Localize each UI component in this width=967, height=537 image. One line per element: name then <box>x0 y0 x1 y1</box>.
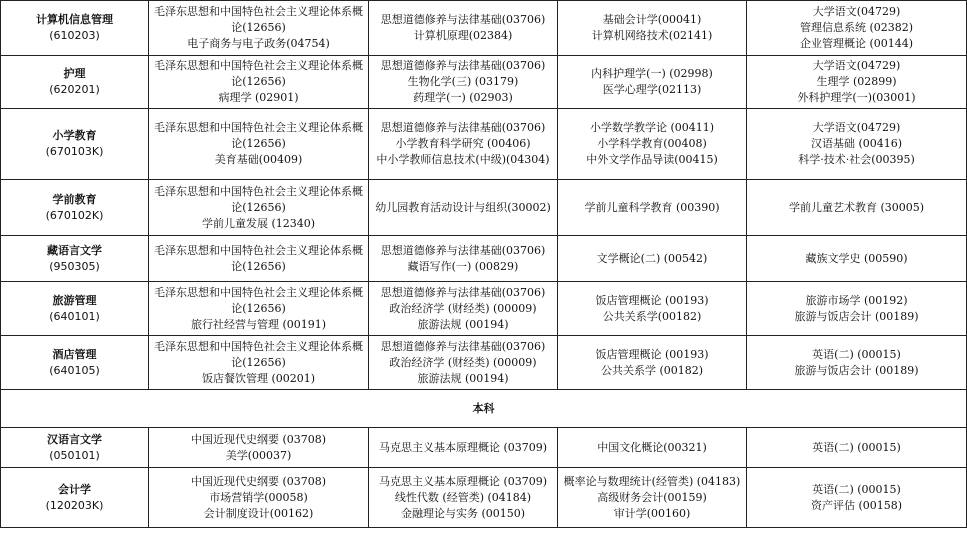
course-name: 毛泽东思想和中国特色社会主义理论体系概论(12656) <box>154 59 363 88</box>
course-name: 中外文学作品导读(00415) <box>586 153 718 166</box>
course-name: 金融理论与实务 (00150) <box>400 506 526 520</box>
course-name: 英语(二) (00015) <box>812 482 901 496</box>
specialist-section <box>1 1 967 390</box>
major-code: (640101) <box>49 309 100 323</box>
course-name: 线性代数 (经管类) (04184) <box>394 490 532 504</box>
course-cell <box>369 180 558 236</box>
course-name: 饭店管理概论 (00193) <box>595 347 709 361</box>
course-name: 英语(二) (00015) <box>812 440 901 454</box>
course-cell <box>369 56 558 109</box>
course-cell <box>558 468 747 528</box>
course-cell <box>149 1 369 56</box>
course-name: 学前儿童艺术教育 (30005) <box>788 200 925 214</box>
table-row <box>1 236 967 282</box>
course-name: 审计学(00160) <box>613 506 691 520</box>
course-cell <box>369 1 558 56</box>
course-name: 计算机网络技术(02141) <box>591 29 713 42</box>
course-name: 马克思主义基本原理概论 (03709) <box>378 474 548 488</box>
course-cell <box>369 236 558 282</box>
course-name: 英语(二) (00015) <box>812 347 901 361</box>
table-row <box>1 56 967 109</box>
undergraduate-section <box>1 390 967 428</box>
course-cell <box>149 468 369 528</box>
major-name: 藏语言文学 <box>47 243 102 257</box>
course-name: 旅游与饭店会计 (00189) <box>794 363 919 377</box>
course-name: 小学教育科学研究 (00406) <box>395 137 531 150</box>
course-cell <box>149 336 369 390</box>
course-name: 思想道德修养与法律基础(03706) <box>380 121 546 134</box>
major-cell <box>1 1 149 56</box>
course-cell <box>369 109 558 180</box>
course-name: 毛泽东思想和中国特色社会主义理论体系概论(12656) <box>154 285 363 315</box>
course-name: 生理学 (02899) <box>816 75 897 88</box>
course-name: 藏族文学史 (00590) <box>805 251 908 265</box>
major-code: (050101) <box>49 448 100 462</box>
course-name: 毛泽东思想和中国特色社会主义理论体系概论(12656) <box>154 184 363 214</box>
course-name: 外科护理学(一)(03001) <box>797 91 916 104</box>
major-name: 计算机信息管理 <box>36 13 113 26</box>
course-name: 思想道德修养与法律基础(03706) <box>380 339 546 353</box>
major-cell <box>1 109 149 180</box>
course-name: 旅游法规 (00194) <box>417 317 509 331</box>
major-name: 学前教育 <box>52 192 97 206</box>
course-cell <box>747 428 967 468</box>
undergraduate-rows <box>1 428 967 528</box>
course-cell <box>149 56 369 109</box>
course-name: 药理学(一) (02903) <box>413 91 513 104</box>
course-cell <box>558 336 747 390</box>
course-cell <box>558 180 747 236</box>
course-name: 学前儿童发展 (12340) <box>201 216 316 230</box>
course-cell <box>558 282 747 336</box>
course-name: 旅游市场学 (00192) <box>805 293 908 307</box>
major-code: (670102K) <box>45 208 104 222</box>
course-name: 企业管理概论 (00144) <box>799 37 914 50</box>
course-name: 马克思主义基本原理概论 (03709) <box>378 440 548 454</box>
major-code: (120203K) <box>45 498 104 512</box>
course-name: 思想道德修养与法律基础(03706) <box>380 59 546 72</box>
course-cell <box>558 428 747 468</box>
course-name: 会计制度设计(00162) <box>203 506 314 520</box>
course-name: 汉语基础 (00416) <box>810 137 903 150</box>
table-row <box>1 336 967 390</box>
course-name: 病理学 (02901) <box>218 91 299 104</box>
course-name: 中国近现代史纲要 (03708) <box>190 432 327 446</box>
course-name: 思想道德修养与法律基础(03706) <box>380 243 546 257</box>
major-name: 汉语言文学 <box>47 432 102 446</box>
course-name: 计算机原理(02384) <box>413 29 513 42</box>
course-name: 电子商务与电子政务(04754) <box>187 37 330 50</box>
major-cell <box>1 282 149 336</box>
section-header-row <box>1 390 967 428</box>
course-cell <box>149 109 369 180</box>
course-cell <box>149 282 369 336</box>
course-name: 公共关系学(00182) <box>602 309 702 323</box>
course-name: 大学语文(04729) <box>812 5 901 18</box>
course-name: 基础会计学(00041) <box>602 13 702 26</box>
course-cell <box>747 468 967 528</box>
major-name: 会计学 <box>58 482 91 496</box>
table-row <box>1 109 967 180</box>
course-name: 内科护理学(一) (02998) <box>591 67 713 80</box>
major-cell <box>1 428 149 468</box>
course-name: 资产评估 (00158) <box>810 498 903 512</box>
course-name: 毛泽东思想和中国特色社会主义理论体系概论(12656) <box>154 121 363 150</box>
course-cell <box>747 1 967 56</box>
course-name: 毛泽东思想和中国特色社会主义理论体系概论(12656) <box>154 243 363 273</box>
course-cell <box>149 236 369 282</box>
major-code: (620201) <box>49 83 100 96</box>
course-cell <box>149 428 369 468</box>
course-name: 政治经济学 (财经类) (00009) <box>389 355 537 369</box>
course-name: 小学数学教学论 (00411) <box>589 121 715 134</box>
course-cell <box>558 109 747 180</box>
course-name: 思想道德修养与法律基础(03706) <box>380 285 546 299</box>
major-name: 旅游管理 <box>52 293 97 307</box>
major-cell <box>1 468 149 528</box>
course-cell <box>369 428 558 468</box>
course-name: 文学概论(二) (00542) <box>596 251 708 265</box>
major-cell <box>1 180 149 236</box>
course-name: 幼儿园教育活动设计与组织(30002) <box>375 200 551 214</box>
course-name: 学前儿童科学教育 (00390) <box>584 200 720 214</box>
major-name: 小学教育 <box>52 129 97 142</box>
course-name: 饭店餐饮管理 (00201) <box>201 371 316 385</box>
course-cell <box>369 282 558 336</box>
course-name: 大学语文(04729) <box>812 59 901 72</box>
course-name: 旅行社经营与管理 (00191) <box>190 317 327 331</box>
course-name: 小学科学教育(00408) <box>597 137 707 150</box>
course-cell <box>558 56 747 109</box>
course-name: 市场营销学(00058) <box>209 490 308 504</box>
major-code: (640105) <box>49 363 100 377</box>
course-cell <box>747 180 967 236</box>
course-name: 美育基础(00409) <box>214 153 303 166</box>
section-header-undergraduate: 本科 <box>1 390 967 428</box>
course-cell <box>747 236 967 282</box>
course-cell <box>149 180 369 236</box>
course-cell <box>747 109 967 180</box>
course-name: 政治经济学 (财经类) (00009) <box>389 301 537 315</box>
course-cell <box>747 336 967 390</box>
course-name: 旅游法规 (00194) <box>417 371 509 385</box>
table-row <box>1 1 967 56</box>
course-name: 医学心理学(02113) <box>602 83 702 96</box>
course-name: 美学(00037) <box>225 448 292 462</box>
course-cell <box>747 282 967 336</box>
course-cell <box>369 468 558 528</box>
major-cell <box>1 336 149 390</box>
course-name: 公共关系学 (00182) <box>600 363 704 377</box>
course-name: 中国文化概论(00321) <box>597 440 707 454</box>
course-name: 概率论与数理统计(经管类) (04183) <box>563 474 741 488</box>
major-cell <box>1 56 149 109</box>
course-name: 中国近现代史纲要 (03708) <box>190 474 327 488</box>
course-name: 科学·技术·社会(00395) <box>798 153 915 166</box>
course-name: 管理信息系统 (02382) <box>799 21 914 34</box>
course-name: 生物化学(三) (03179) <box>407 75 519 88</box>
course-name: 毛泽东思想和中国特色社会主义理论体系概论(12656) <box>154 5 363 34</box>
course-name: 毛泽东思想和中国特色社会主义理论体系概论(12656) <box>154 339 363 369</box>
course-name: 大学语文(04729) <box>812 121 901 134</box>
table-row <box>1 468 967 528</box>
table-row <box>1 180 967 236</box>
course-cell <box>369 336 558 390</box>
course-name: 饭店管理概论 (00193) <box>595 293 709 307</box>
table-row <box>1 282 967 336</box>
major-name: 护理 <box>63 67 86 80</box>
major-code: (950305) <box>49 259 100 273</box>
table-row <box>1 428 967 468</box>
major-cell <box>1 236 149 282</box>
course-name: 藏语写作(一) (00829) <box>407 259 519 273</box>
course-name: 中小学教师信息技术(中级)(04304) <box>376 153 550 166</box>
major-code: (670103K) <box>45 145 104 158</box>
course-name: 旅游与饭店会计 (00189) <box>794 309 919 323</box>
major-code: (610203) <box>49 29 100 42</box>
course-cell <box>558 1 747 56</box>
course-cell <box>747 56 967 109</box>
course-name: 思想道德修养与法律基础(03706) <box>380 13 546 26</box>
course-name: 高级财务会计(00159) <box>597 490 707 504</box>
course-cell <box>558 236 747 282</box>
major-name: 酒店管理 <box>52 347 97 361</box>
